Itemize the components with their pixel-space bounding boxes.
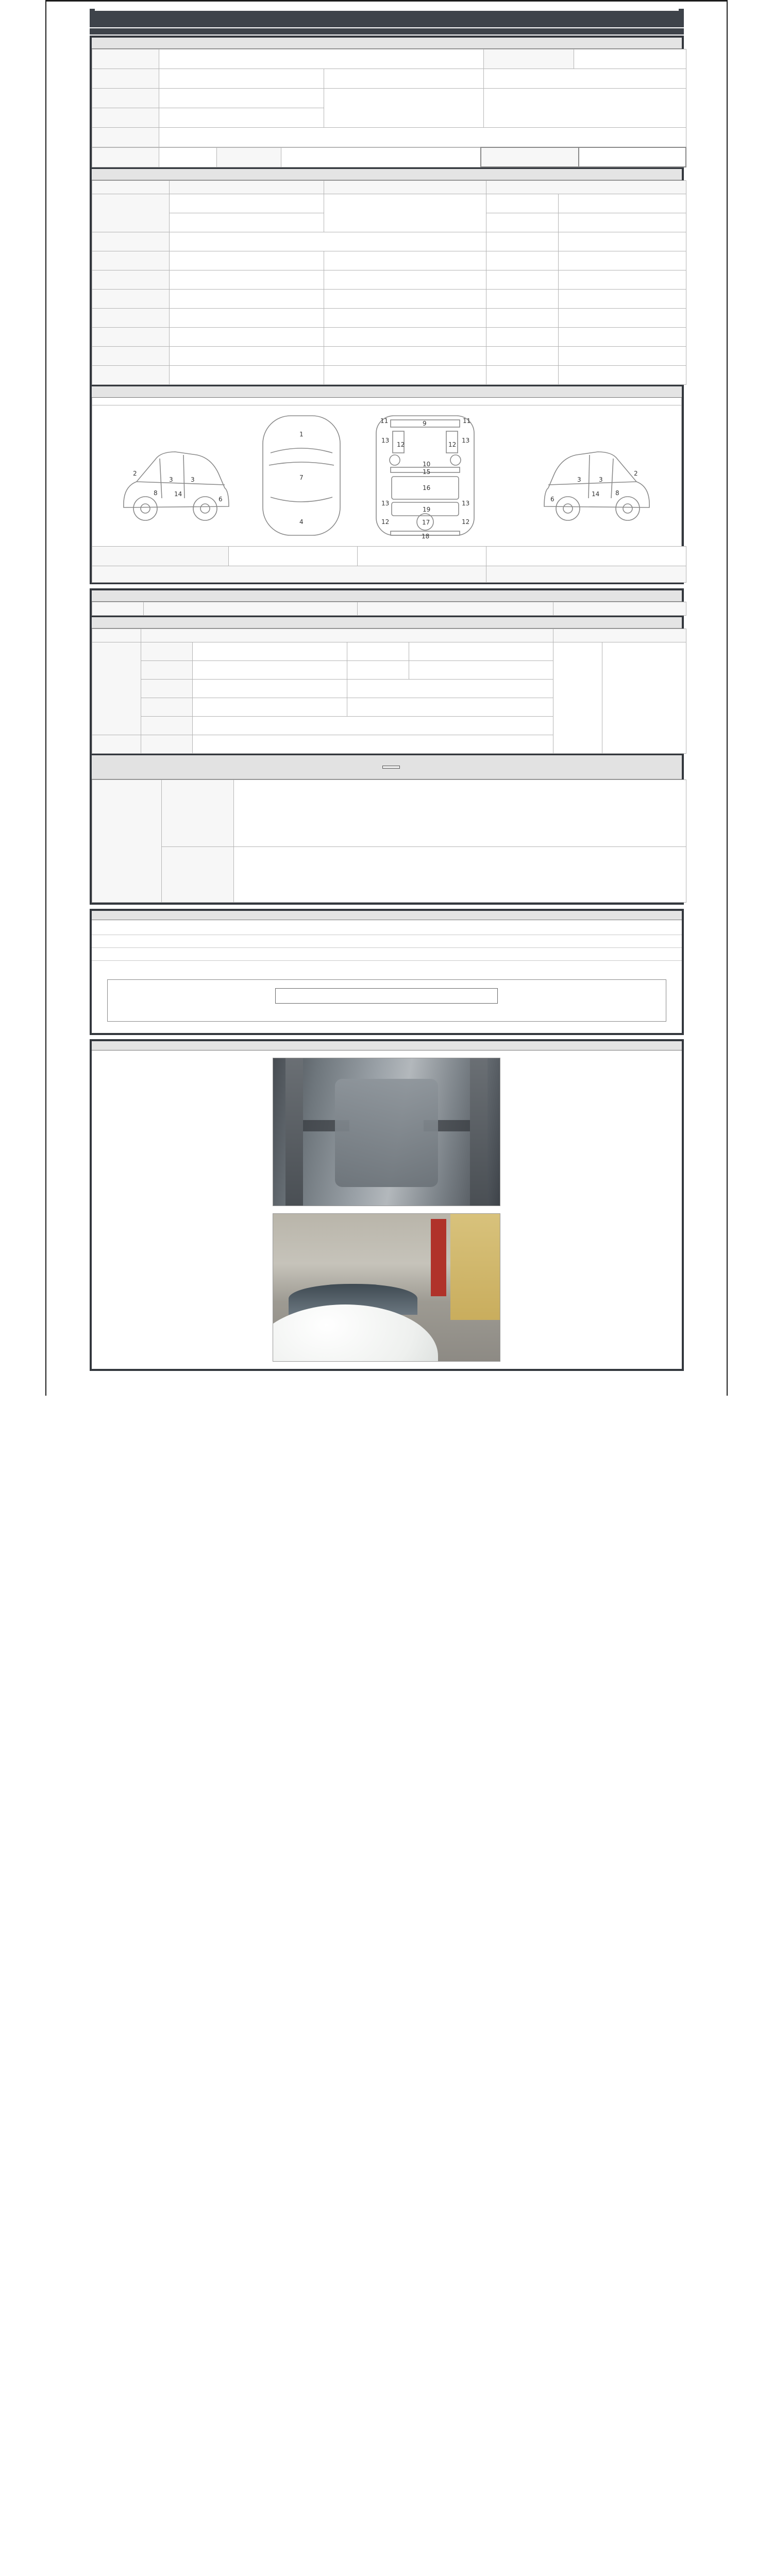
svg-text:13: 13 (381, 500, 390, 507)
accident-section-header (92, 385, 682, 398)
etc-section-header (92, 616, 682, 629)
mileage-amount-options (169, 213, 324, 232)
page3-box (90, 909, 684, 1035)
page1-box (90, 36, 684, 584)
svg-text:18: 18 (422, 533, 430, 539)
remark-cell (558, 251, 686, 270)
svg-text:12: 12 (448, 441, 457, 448)
detail-section-header (92, 590, 682, 602)
repair-needed-label (92, 642, 141, 735)
etc-col-item (141, 629, 553, 642)
svg-text:9: 9 (423, 420, 427, 427)
svg-text:14: 14 (174, 490, 182, 498)
detail-col-price (553, 602, 686, 616)
detail-table (92, 602, 686, 616)
remark-cell (558, 309, 686, 328)
overall-col-price (486, 181, 686, 194)
tire-label (141, 698, 192, 717)
emission-values (324, 251, 486, 270)
basic-info-table (92, 49, 686, 147)
detail-col-item (143, 602, 357, 616)
exterior-options (192, 642, 347, 661)
simple-repair-options (486, 547, 686, 566)
svg-text:3: 3 (599, 476, 603, 483)
etc-col-price (553, 629, 686, 642)
svg-text:10: 10 (423, 461, 431, 468)
inspection-photo-front (273, 1213, 500, 1362)
notices-section-header (92, 911, 682, 920)
recall-options (169, 366, 324, 385)
value-reg-no (574, 49, 686, 69)
notices-sec1-heading (92, 922, 682, 935)
wheel-label (141, 680, 192, 698)
svg-text:14: 14 (592, 490, 600, 498)
etc-remark-cell (602, 642, 686, 754)
value-year (159, 69, 324, 89)
svg-text:4: 4 (299, 518, 304, 526)
vin-mark-options (169, 232, 486, 251)
page-indicator-3 (90, 905, 684, 908)
svg-text:13: 13 (462, 437, 470, 444)
document-header (90, 9, 684, 35)
svg-text:13: 13 (462, 500, 470, 507)
color-options (169, 328, 324, 347)
notices-sec1-list (92, 935, 682, 947)
state-code-legend (92, 398, 682, 405)
wheel-positions (347, 680, 553, 698)
remark-cell (558, 328, 686, 347)
simple-repair-label (357, 547, 486, 566)
svg-text:17: 17 (422, 519, 430, 526)
interior-label (347, 642, 409, 661)
accident-history-table (92, 546, 686, 583)
color-change-options (324, 328, 486, 347)
notices-sec2-heading (92, 947, 682, 961)
remark-cell (558, 290, 686, 309)
label-warranty-type (216, 147, 281, 167)
svg-text:12: 12 (381, 518, 390, 526)
svg-text:2: 2 (133, 470, 137, 477)
value-vin (159, 108, 324, 128)
opinions-table (92, 779, 686, 903)
special-history-options (169, 290, 324, 309)
etc-col-blank (92, 629, 141, 642)
inspector-label (161, 780, 233, 847)
remark-cell (558, 270, 686, 290)
inspector-opinion (233, 780, 686, 847)
label-reg-no (483, 49, 574, 69)
car-diagram (108, 410, 665, 539)
main-options-kind (324, 347, 486, 366)
label-engine-type (92, 147, 159, 167)
svg-text:7: 7 (299, 474, 304, 481)
label-fuel (92, 128, 159, 147)
room-cleaning-label (347, 661, 409, 680)
overall-section-header (92, 167, 682, 180)
main-options-label (92, 347, 169, 366)
price-cell (486, 309, 558, 328)
mileage-condition-options (169, 194, 324, 213)
exterior-label (141, 642, 192, 661)
svg-text:8: 8 (615, 489, 619, 497)
basic-info-section-header (92, 38, 682, 49)
svg-text:6: 6 (219, 496, 223, 503)
price-cell (486, 290, 558, 309)
price-cell (486, 347, 558, 366)
svg-text:3: 3 (191, 476, 195, 483)
accident-history-options (228, 547, 357, 566)
tire-positions (347, 698, 553, 717)
value-base-price (579, 147, 686, 167)
overall-col-state (169, 181, 324, 194)
price-cell (486, 251, 558, 270)
document-sheet (45, 0, 728, 1396)
glass-label (141, 717, 192, 735)
value-first-reg (159, 89, 324, 108)
svg-text:19: 19 (423, 506, 431, 513)
tire-options (192, 698, 347, 717)
exchange-panel-label (92, 566, 486, 583)
svg-text:15: 15 (423, 468, 431, 476)
svg-text:16: 16 (423, 484, 431, 492)
odometer-cell (324, 194, 486, 232)
label-vin (92, 108, 159, 128)
special-history-label (92, 290, 169, 309)
document-number (90, 27, 684, 35)
label-car-name (92, 49, 159, 69)
basic-info-table-row6 (92, 147, 687, 167)
svg-text:1: 1 (299, 431, 304, 438)
remark-cell (558, 213, 686, 232)
color-label (92, 328, 169, 347)
price-survey-definition-title (275, 988, 498, 1004)
document-title (90, 11, 684, 17)
notices-sec2-list (92, 961, 682, 973)
basic-items-label (92, 735, 141, 754)
accident-history-label (92, 547, 228, 566)
page2-box (90, 588, 684, 905)
overall-col-usage (92, 181, 169, 194)
inspection-photo-undercarriage (273, 1058, 500, 1206)
price-cell (486, 270, 558, 290)
car-diagram-row (92, 405, 682, 547)
polish-label (141, 661, 192, 680)
label-transmission (324, 89, 483, 128)
exchange-price-header (486, 566, 686, 583)
room-cleaning-options (409, 661, 553, 680)
svg-text:2: 2 (634, 470, 638, 477)
emission-label (92, 251, 169, 270)
price-cell (486, 232, 558, 251)
lift-post-left (285, 1058, 303, 1206)
usage-change-label (92, 309, 169, 328)
final-price-value (382, 766, 400, 769)
svg-text:12: 12 (462, 518, 470, 526)
underbody-pan (335, 1079, 438, 1187)
recall-label (92, 366, 169, 385)
remark-cell (558, 194, 686, 213)
interior-options (409, 642, 553, 661)
transmission-options (483, 89, 686, 128)
svg-text:6: 6 (550, 496, 554, 503)
polish-options (192, 661, 347, 680)
remark-cell (558, 232, 686, 251)
remark-cell (558, 347, 686, 366)
workshop-wall (450, 1214, 500, 1320)
value-inspection-period (483, 69, 686, 89)
main-options-presence (169, 347, 324, 366)
form-meta-row (46, 2, 727, 6)
label-base-price (481, 147, 579, 167)
svg-text:13: 13 (381, 437, 390, 444)
red-banner (431, 1219, 446, 1296)
overall-table (92, 180, 686, 385)
remark-cell (558, 366, 686, 385)
value-engine-type (159, 147, 216, 167)
svg-text:8: 8 (154, 489, 158, 497)
lift-post-right (470, 1058, 488, 1206)
mileage-label (92, 194, 169, 232)
svg-text:3: 3 (577, 476, 581, 483)
price-cell (486, 213, 558, 232)
emission-options (169, 251, 324, 270)
usage-change-kind-options (324, 309, 486, 328)
tuning-cell (169, 270, 324, 290)
appraiser-opinion (233, 847, 686, 903)
notices-body (92, 920, 682, 1022)
fuel-options (159, 128, 686, 147)
vin-mark-label (92, 232, 169, 251)
warranty-options (281, 147, 481, 167)
page4-box (90, 1039, 684, 1371)
recall-fulfilled-options (324, 366, 486, 385)
price-cell (486, 328, 558, 347)
detail-col-device (92, 602, 143, 616)
holding-state-options (192, 735, 553, 754)
price-cell (486, 366, 558, 385)
etc-table (92, 629, 686, 754)
usage-change-options (169, 309, 324, 328)
appraiser-label (161, 847, 233, 903)
tuning-kind-options (324, 270, 486, 290)
svg-text:3: 3 (169, 476, 173, 483)
glass-options (192, 717, 553, 735)
opinions-label (92, 780, 161, 903)
price-survey-definition-box (107, 979, 666, 1022)
svg-text:11: 11 (463, 417, 471, 425)
tuning-label (92, 270, 169, 290)
overall-col-item (324, 181, 486, 194)
svg-text:12: 12 (397, 441, 405, 448)
page-indicator-4 (90, 1035, 684, 1038)
page-indicator-2 (90, 584, 684, 587)
special-history-kind-options (324, 290, 486, 309)
etc-price-cell (553, 642, 602, 754)
service-note (90, 20, 684, 27)
price-cell (486, 194, 558, 213)
detail-col-state (357, 602, 553, 616)
wheel-options (192, 680, 347, 698)
label-year (92, 69, 159, 89)
svg-text:11: 11 (380, 417, 389, 425)
photos-section-header (92, 1041, 682, 1050)
label-inspection-period (324, 69, 483, 89)
value-car-name (159, 49, 483, 69)
final-price-bar (92, 754, 682, 779)
holding-state-label (141, 735, 192, 754)
label-first-reg (92, 89, 159, 108)
